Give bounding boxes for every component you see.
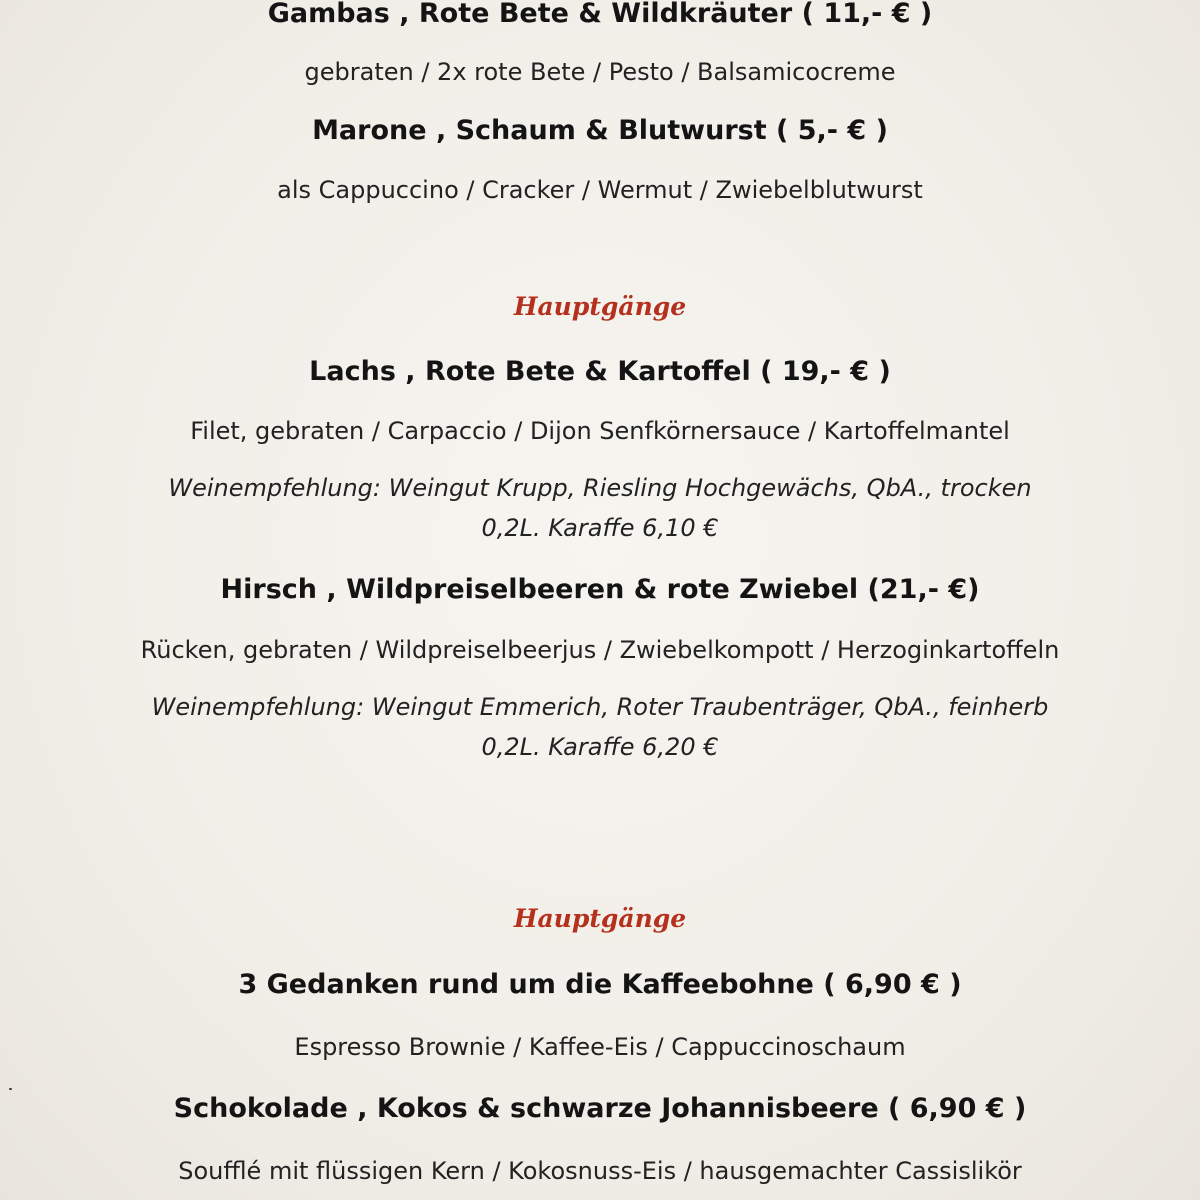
dish-title-schokolade: Schokolade , Kokos & schwarze Johannisbeere ( 6,90 € ) [173, 1093, 1027, 1124]
dish-title-lachs: Lachs , Rote Bete & Kartoffel ( 19,- € ) [309, 356, 891, 387]
dish-title-marone: Marone , Schaum & Blutwurst ( 5,- € ) [312, 115, 888, 146]
dish-description-kaffeebohne: Espresso Brownie / Kaffee-Eis / Cappuccinoschaum [294, 1033, 906, 1061]
dish-title-hirsch: Hirsch , Wildpreiselbeeren & rote Zwiebel (21,- €) [220, 574, 980, 605]
section-heading-hauptgaenge-2: Hauptgänge [513, 904, 687, 933]
dish-description-marone: als Cappuccino / Cracker / Wermut / Zwiebelblutwurst [277, 176, 923, 204]
dish-description-hirsch: Rücken, gebraten / Wildpreiselbeerjus / Zwiebelkompott / Herzoginkartoffeln [140, 636, 1060, 664]
wine-recommendation-lachs: Weinempfehlung: Weingut Krupp, Riesling Hochgewächs, QbA., trocken [168, 474, 1032, 502]
wine-recommendation-hirsch: Weinempfehlung: Weingut Emmerich, Roter Traubenträger, QbA., feinherb [151, 693, 1049, 721]
dish-description-lachs: Filet, gebraten / Carpaccio / Dijon Senfkörnersauce / Kartoffelmantel [190, 417, 1010, 445]
dish-description-gambas: gebraten / 2x rote Bete / Pesto / Balsamicocreme [304, 58, 896, 86]
wine-carafe-price-hirsch: 0,2L. Karaffe 6,20 € [481, 733, 719, 761]
dish-title-kaffeebohne: 3 Gedanken rund um die Kaffeebohne ( 6,90 € ) [238, 969, 962, 1000]
wine-carafe-price-lachs: 0,2L. Karaffe 6,10 € [481, 514, 719, 542]
dish-description-schokolade: Soufflé mit flüssigen Kern / Kokosnuss-Eis / hausgemachter Cassislikör [178, 1157, 1022, 1185]
dish-title-gambas: Gambas , Rote Bete & Wildkräuter ( 11,- € ) [267, 0, 933, 29]
section-heading-hauptgaenge-1: Hauptgänge [513, 292, 687, 321]
paper-speck [9, 1088, 12, 1090]
